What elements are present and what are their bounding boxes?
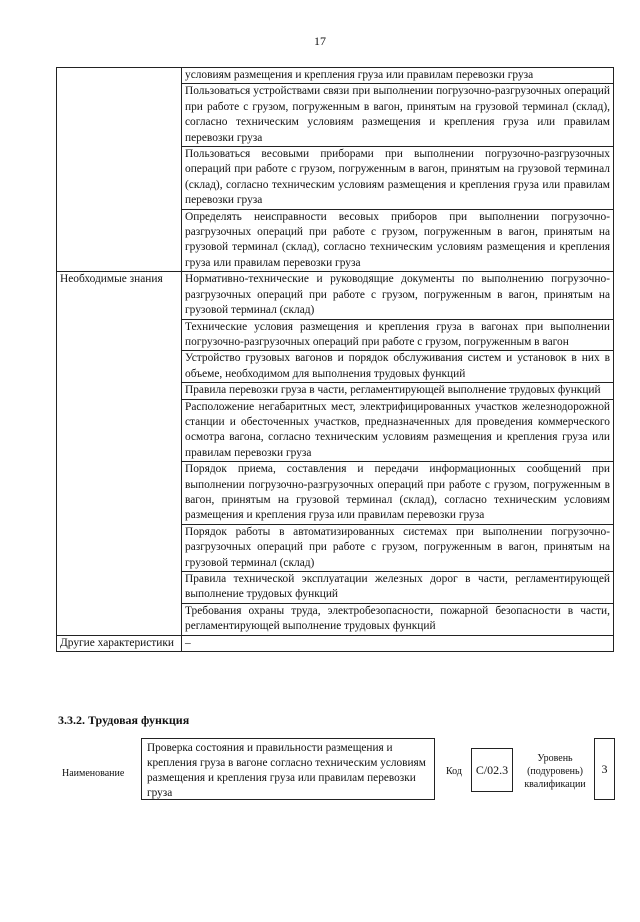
row-text-cell: Расположение негабаритных мест, электрифицированных участков железнодорожной станции и обесточенных участков, предназначенных для проведения коммерческого осмотра вагона, согласно техническим условиям размещения и крепления груза или правилам перевозки груза [182, 399, 614, 462]
row-text-cell: Правила технической эксплуатации железных дорог в части, регламентирующей выполнение трудовых функций [182, 572, 614, 604]
knowledge-label-cell: Необходимые знания [57, 272, 182, 635]
row-text-cell: Пользоваться весовыми приборами при выполнении погрузочно-разгрузочных операций при работе с грузом, погруженным в вагон, принятым на грузовой терминал (склад), согласно техническим условиям размещения и крепления груза или правилам перевозки груза [182, 147, 614, 210]
skills-knowledge-table [56, 67, 614, 652]
row-text-cell: Устройство грузовых вагонов и порядок обслуживания систем и установок в них в объеме, необходимом для выполнения трудовых функций [182, 351, 614, 383]
code-label: Код [446, 766, 462, 777]
row-text-cell: – [182, 635, 614, 651]
code-value-box: C/02.3 [471, 748, 513, 792]
row-text-cell: Порядок приема, составления и передачи информационных сообщений при выполнении погрузочно-разгрузочных операций при работе с грузом, погруженным в вагон, принятым на грузовой терминал (склад), согласно техническим условиям размещения и крепления груза или правилам перевозки груза [182, 462, 614, 525]
row-text-cell: Порядок работы в автоматизированных системах при выполнении погрузочно-разгрузочных операций при работе с грузом, погруженным в вагон, принятым на грузовой терминал (склад) [182, 524, 614, 571]
table-row [57, 68, 614, 84]
row-text-cell: Требования охраны труда, электробезопасности, пожарной безопасности в части, регламентирующей выполнение трудовых функций [182, 603, 614, 635]
function-name-box: Проверка состояния и правильности размещения и крепления груза в вагоне согласно техническим условиям размещения и крепления груза или правилам перевозки груза [141, 738, 435, 800]
qualification-level-label: Уровень (подуровень) квалификации [524, 753, 586, 790]
row-text-cell: Пользоваться устройствами связи при выполнении погрузочно-разгрузочных операций при работе с грузом, погруженным в вагон, принятым на грузовой терминал (склад), согласно техническим условиям размещения и крепления груза или правилам перевозки груза [182, 84, 614, 147]
section-title: 3.3.2. Трудовая функция [58, 713, 190, 727]
row-text-cell: Правила перевозки груза в части, регламентирующей выполнение трудовых функций [182, 383, 614, 399]
row-text-cell: Технические условия размещения и крепления груза в вагонах при выполнении погрузочно-разгрузочных операций при работе с грузом, погруженным в вагон [182, 319, 614, 351]
other-characteristics-label-cell: Другие характеристики [57, 635, 182, 651]
row-text-cell: Определять неисправности весовых приборов при выполнении погрузочно-разгрузочных операций при работе с грузом, погруженным в вагон, принятым на грузовой терминал (склад), согласно техническим условиям размещения и крепления груза или правилам перевозки груза [182, 209, 614, 272]
qualification-level-value-box: 3 [594, 738, 615, 800]
table-row [57, 635, 614, 651]
page-number: 17 [314, 34, 326, 48]
row-label-cell [57, 68, 182, 272]
row-text-cell: Нормативно-технические и руководящие документы по выполнению погрузочно-разгрузочных операций при работе с грузом, погруженным в вагон, принятым на грузовой терминал (склад) [182, 272, 614, 319]
name-label: Наименование [62, 768, 125, 779]
row-text-cell: условиям размещения и крепления груза или правилам перевозки груза [182, 68, 614, 84]
table-row [57, 272, 614, 319]
